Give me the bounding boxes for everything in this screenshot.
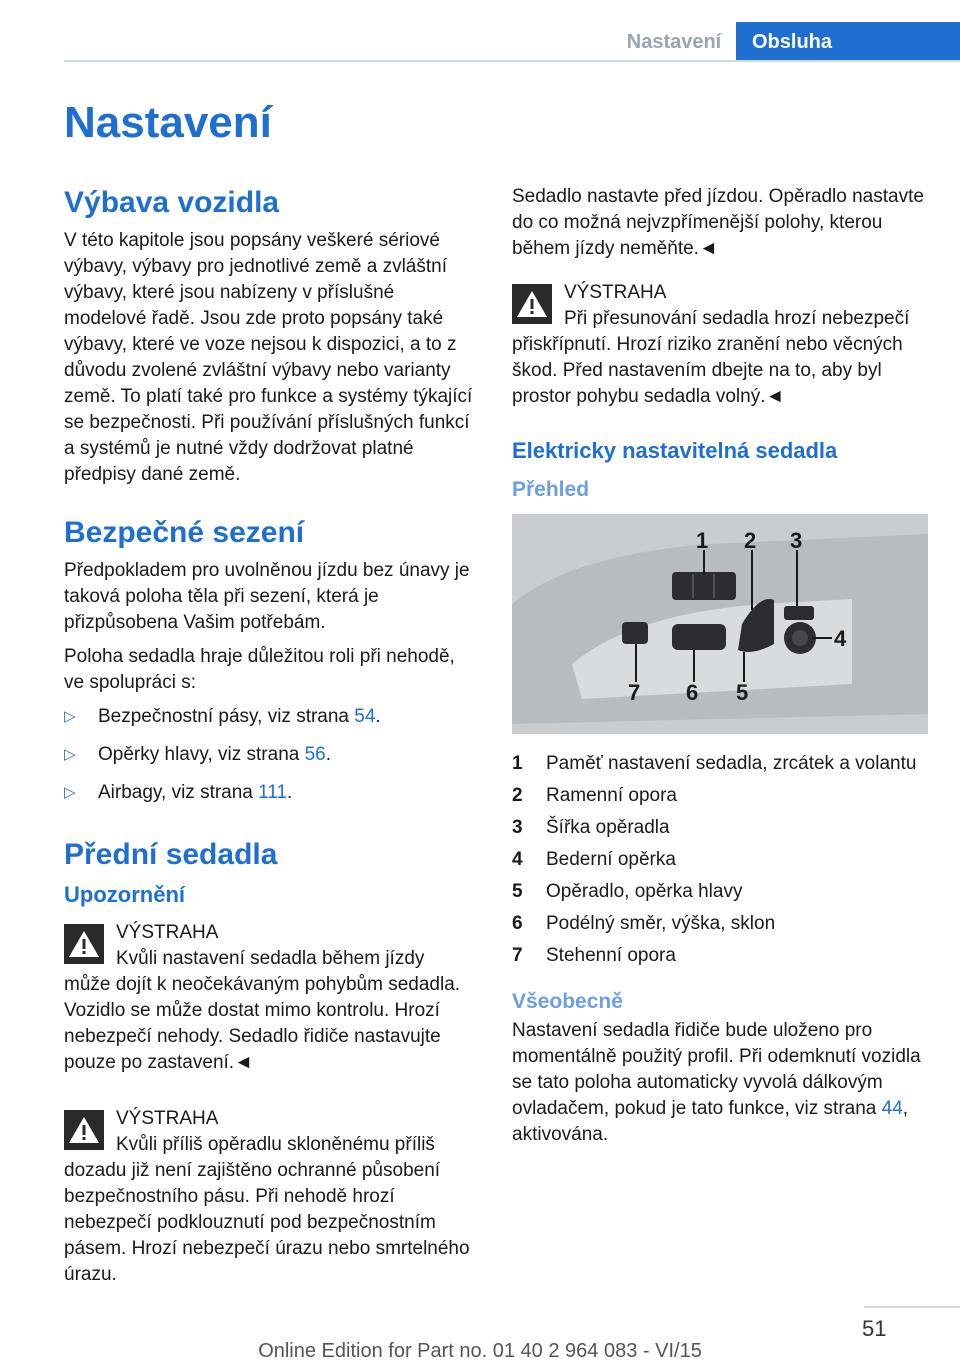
warning-text: Při přesunování sedadla hrozí nebezpečí <box>564 308 910 329</box>
list-item: ▷ Bezpečnostní pásy, viz strana 54. <box>64 704 480 730</box>
warning-title: VÝSTRAHA <box>116 1108 219 1129</box>
figure-label-5: 5 <box>736 680 749 705</box>
figure-label-6: 6 <box>686 680 699 705</box>
warning-title: VÝSTRAHA <box>116 922 219 943</box>
legend-item: 5 Opěradlo, opěrka hlavy <box>512 881 743 902</box>
page-link[interactable]: 56 <box>304 744 326 765</box>
paragraph-bezpecne-2: Poloha sedadla hraje důležitou roli při nehodě, ve spolupráci s: <box>64 646 455 693</box>
warning-title: VÝSTRAHA <box>564 282 667 303</box>
legend-item: 3 Šířka opěradla <box>512 817 670 838</box>
section-text-vybava: V této kapitole jsou popsány veškeré sériové výbavy, výbavy pro jednotlivé země a zvláštní výbavy, které jsou nabízeny v příslušné modelové řadě. Jsou zde proto popsány také výbavy, které ve voze nejsou k dispozici, a to z důvodu zvolené zvláštní výbavy nebo varianty země. To platí také pro funkce a systémy týkající se bezpečnosti. Při používání příslušných funkcí a systémů je nutné vždy dodržovat platné předpisy dané země. <box>64 230 473 485</box>
page-title: Nastavení <box>64 98 272 147</box>
section-title-predni-sedadla: Přední sedadla <box>64 838 278 871</box>
figure-label-7: 7 <box>628 680 641 705</box>
warning-text: Kvůli příliš opěradlu skloněnému příliš <box>116 1134 435 1155</box>
figure-label-2: 2 <box>744 528 757 553</box>
paragraph-vseobecne: Nastavení sedadla řidiče bude uloženo pro momentálně použitý profil. Při odemknutí vozidla se tato poloha automaticky vyvolá dálkovým ovladačem, pokud je tato funkce, viz strana 44, aktivována. <box>512 1020 921 1145</box>
figure-label-3: 3 <box>790 528 803 553</box>
subsection-upozorneni: Upozornění <box>64 882 185 907</box>
warning-icon <box>64 1110 104 1150</box>
triangle-bullet-icon: ▷ <box>64 708 76 725</box>
seat-controls-figure <box>512 514 928 734</box>
subsection-prehled: Přehled <box>512 478 590 501</box>
warning-block <box>64 1106 480 1288</box>
warning-text: dozadu již není zajištěno ochranné působení bezpečnostního pásu. Při nehodě hrozí nebezpečí podklouznutí pod bezpečnostním pásem. Hrozí nebezpečí úrazu nebo smrtelného úrazu. <box>64 1160 470 1285</box>
figure-label-1: 1 <box>696 528 709 553</box>
paragraph-nastaveni-pred-jizdou: Sedadlo nastavte před jízdou. Opěradlo nastavte do co možná nejvzpřímenější polohy, kterou během jízdy neměňte.◄ <box>512 186 924 259</box>
warning-icon <box>64 924 104 964</box>
warning-block <box>64 920 480 1076</box>
section-title-vybava: Výbava vozidla <box>64 186 280 219</box>
list-item: ▷ Airbagy, viz strana 111. <box>64 780 480 806</box>
legend-item: 2 Ramenní opora <box>512 785 677 806</box>
right-column <box>512 184 932 1156</box>
triangle-bullet-icon: ▷ <box>64 784 76 801</box>
list-item: ▷ Opěrky hlavy, viz strana 56. <box>64 742 480 768</box>
footer-edition: Online Edition for Part no. 01 40 2 964 083 - VI/15 <box>258 1340 702 1362</box>
page-link[interactable]: 44 <box>881 1098 903 1119</box>
header-divider <box>64 60 960 62</box>
bullet-list <box>64 704 480 806</box>
section-title-elektricka-sedadla: Elektricky nastavitelná sedadla <box>512 438 838 463</box>
triangle-bullet-icon: ▷ <box>64 746 76 763</box>
left-column <box>64 184 480 1300</box>
page-number: 51 <box>862 1316 887 1341</box>
warning-block <box>512 280 932 410</box>
legend-item: 4 Bederní opěrka <box>512 849 676 870</box>
paragraph-bezpecne-1: Předpokladem pro uvolněnou jízdu bez únavy je taková poloha těla při sezení, která je přizpůsobena Vašim potřebám. <box>64 560 470 633</box>
warning-text: přiskřípnutí. Hrozí riziko zranění nebo věcných škod. Před nastavením dbejte na to, aby byl prostor pohybu sedadla volný.◄ <box>512 334 903 407</box>
footer-divider <box>864 1306 960 1308</box>
tab-nastaveni[interactable]: Nastavení <box>626 31 722 53</box>
figure-label-4: 4 <box>834 626 847 651</box>
legend-item: 7 Stehenní opora <box>512 945 676 966</box>
warning-icon <box>512 284 552 324</box>
figure-legend <box>512 748 932 972</box>
legend-item: 6 Podélný směr, výška, sklon <box>512 913 776 934</box>
warning-text: Kvůli nastavení sedadla během jízdy <box>116 948 425 969</box>
tab-obsluha[interactable]: Obsluha <box>736 22 960 62</box>
page-link[interactable]: 54 <box>354 706 376 727</box>
page-link[interactable]: 111 <box>258 782 288 803</box>
legend-item: 1 Paměť nastavení sedadla, zrcátek a volantu <box>512 753 917 774</box>
subsection-vseobecne: Všeobecně <box>512 990 623 1013</box>
section-title-bezpecne-sezeni: Bezpečné sezení <box>64 516 305 549</box>
warning-text: může dojít k neočekávaným pohybům sedadla. Vozidlo se může dostat mimo kontrolu. Hrozí nebezpečí nehody. Sedadlo řidiče nastavujte pouze po zastavení.◄ <box>64 974 461 1073</box>
